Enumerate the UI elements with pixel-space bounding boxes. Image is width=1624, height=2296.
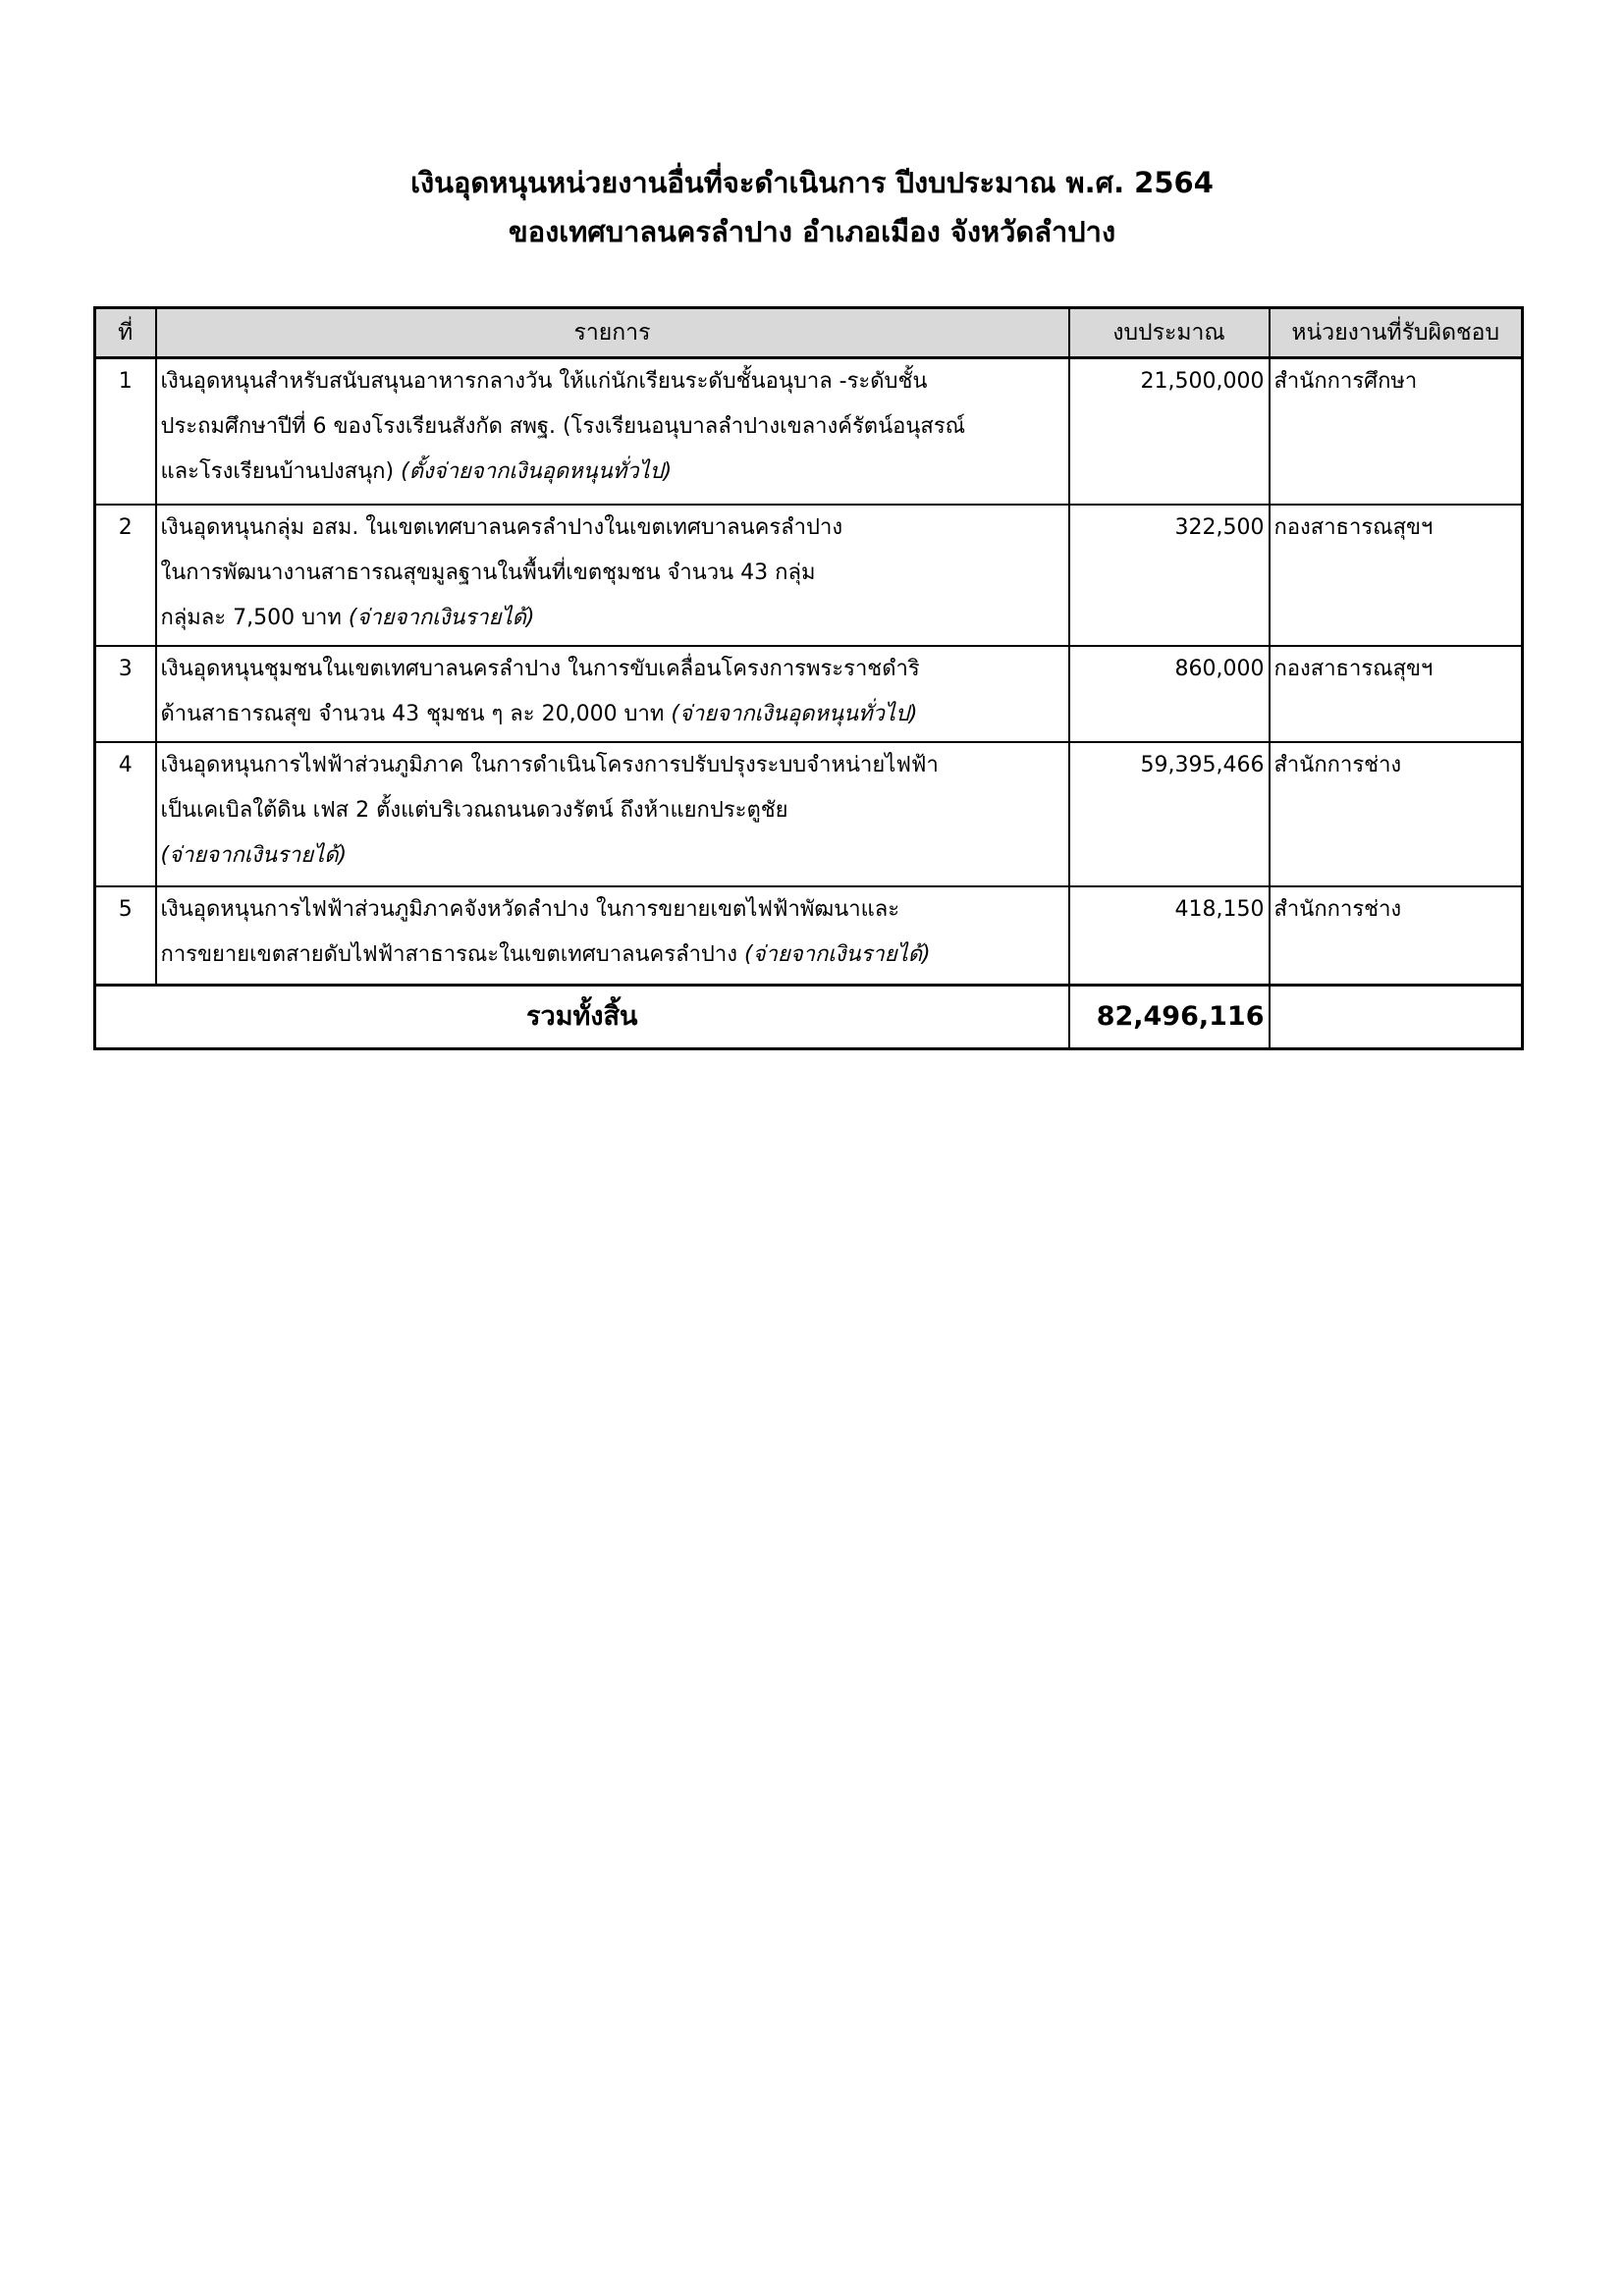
row-responsible-unit: กองสาธารณสุขฯ [1270,505,1523,646]
document-title: เงินอุดหนุนหน่วยงานอื่นที่จะดำเนินการ ปีงบประมาณ พ.ศ. 2564 [410,166,1214,199]
column-header-item: รายการ [156,308,1069,358]
table-row [95,742,1523,886]
row-description [156,505,1069,646]
row-budget: 322,500 [1069,505,1270,646]
table-row [95,505,1523,646]
row-number: 1 [95,358,156,506]
funding-source-note: (จ่ายจากเงินรายได้) [348,606,535,630]
table-row [95,358,1523,506]
funding-source-note: (จ่ายจากเงินรายได้) [744,942,931,967]
description-line: เป็นเคเบิลใต้ดิน เฟส 2 ตั้งแต่บริเวณถนนดวงรัตน์ ถึงห้าแยกประตูชัย [160,798,788,823]
row-description [156,646,1069,742]
description-line [161,692,1064,737]
row-responsible-unit: กองสาธารณสุขฯ [1270,646,1523,742]
description-text: กลุ่มละ 7,500 บาท [160,606,342,630]
column-header-no: ที่ [95,308,156,358]
row-number: 2 [95,505,156,646]
budget-table [93,306,1524,1050]
description-line: ในการพัฒนางานสาธารณสุขมูลฐานในพื้นที่เขตชุมชน จำนวน 43 กลุ่ม [160,561,816,585]
row-description [156,742,1069,886]
document-subtitle: ของเทศบาลนครลำปาง อำเภอเมือง จังหวัดลำปาง [508,215,1116,248]
column-header-budget: งบประมาณ [1069,308,1270,358]
row-responsible-unit: สำนักการช่าง [1270,886,1523,986]
funding-source-note: (จ่ายจากเงินอุดหนุนทั่วไป) [671,702,918,726]
table-header-row [95,308,1523,358]
description-line [161,596,1064,641]
row-description [156,886,1069,986]
description-text: และโรงเรียนบ้านปงสนุก) [160,459,395,484]
row-description [156,358,1069,506]
row-number: 3 [95,646,156,742]
column-header-unit: หน่วยงานที่รับผิดชอบ [1270,308,1523,358]
row-number: 4 [95,742,156,886]
row-budget: 21,500,000 [1069,358,1270,506]
row-budget: 418,150 [1069,886,1270,986]
total-row [95,986,1523,1049]
table-row [95,646,1523,742]
row-budget: 59,395,466 [1069,742,1270,886]
row-budget: 860,000 [1069,646,1270,742]
row-responsible-unit: สำนักการศึกษา [1270,358,1523,506]
description-line: เงินอุดหนุนสำหรับสนับสนุนอาหารกลางวัน ให้แก่นักเรียนระดับชั้นอนุบาล -ระดับชั้น [160,369,928,394]
row-number: 5 [95,886,156,986]
description-line: ประถมศึกษาปีที่ 6 ของโรงเรียนสังกัด สพฐ. (โรงเรียนอนุบาลลำปางเขลางค์รัตน์อนุสรณ์ [160,414,966,439]
row-responsible-unit: สำนักการช่าง [1270,742,1523,886]
description-line [161,450,1064,495]
total-unit-empty [1270,986,1523,1049]
description-text: ด้านสาธารณสุข จำนวน 43 ชุมชน ๆ ละ 20,000 บาท [160,702,665,726]
total-amount: 82,496,116 [1069,986,1270,1049]
funding-source-note: (จ่ายจากเงินรายได้) [160,843,348,868]
description-line: เงินอุดหนุนการไฟฟ้าส่วนภูมิภาคจังหวัดลำปาง ในการขยายเขตไฟฟ้าพัฒนาและ [160,897,900,922]
total-label: รวมทั้งสิ้น [95,986,1069,1049]
funding-source-note: (ตั้งจ่ายจากเงินอุดหนุนทั่วไป) [401,459,673,484]
description-line: เงินอุดหนุนกลุ่ม อสม. ในเขตเทศบาลนครลำปางในเขตเทศบาลนครลำปาง [160,515,843,540]
description-text: การขยายเขตสายดับไฟฟ้าสาธารณะในเขตเทศบาลนครลำปาง [160,942,737,967]
table-row [95,886,1523,986]
description-line: เงินอุดหนุนการไฟฟ้าส่วนภูมิภาค ในการดำเนินโครงการปรับปรุงระบบจำหน่ายไฟฟ้า [160,753,939,777]
description-line [161,933,1064,978]
description-line: เงินอุดหนุนชุมชนในเขตเทศบาลนครลำปาง ในการขับเคลื่อนโครงการพระราชดำริ [160,657,920,681]
